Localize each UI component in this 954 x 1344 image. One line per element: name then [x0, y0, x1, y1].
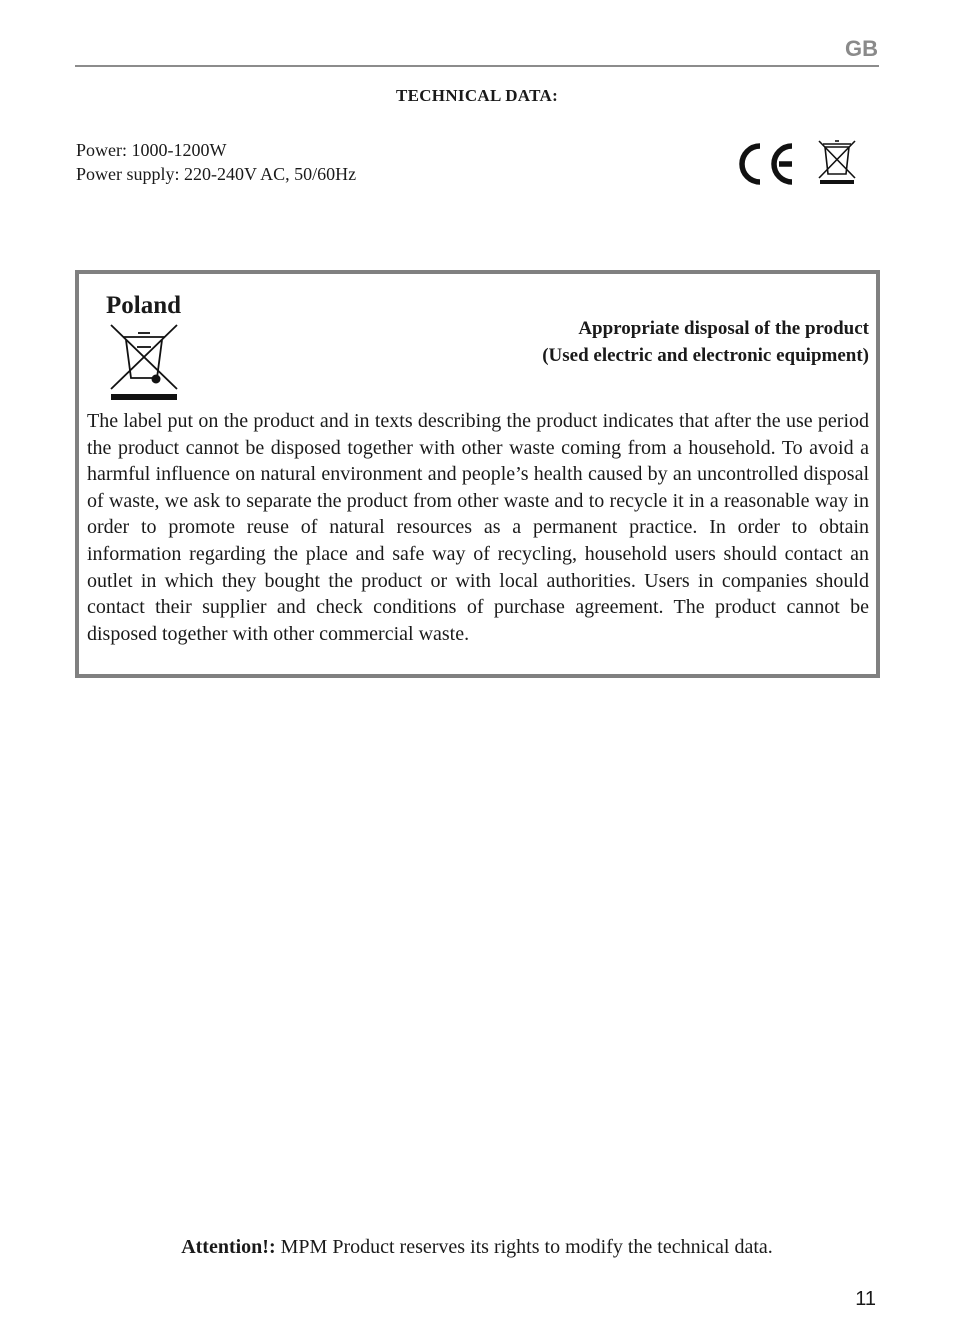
crossed-bin-icon [109, 321, 179, 401]
disposal-box [75, 270, 880, 678]
page-number: 11 [855, 1288, 876, 1310]
attention-text: MPM Product reserves its rights to modify the technical data. [275, 1236, 773, 1258]
power-spec: Power: 1000-1200W [76, 140, 227, 160]
ce-mark-icon [742, 146, 792, 182]
technical-specs [76, 138, 356, 186]
country-label: Poland [106, 292, 182, 319]
language-label: GB [845, 36, 878, 61]
attention-label: Attention!: [181, 1236, 276, 1258]
attention-note [0, 1236, 954, 1259]
weee-bin-icon [819, 141, 855, 184]
disposal-heading-line1: Appropriate disposal of the product [578, 318, 869, 339]
disposal-heading [542, 315, 869, 369]
technical-data-title: TECHNICAL DATA: [395, 86, 559, 105]
header-rule [75, 65, 879, 67]
certification-marks [732, 138, 862, 190]
disposal-heading-line2: (Used electric and electronic equipment) [542, 345, 869, 366]
disposal-text: The label put on the product and in texts describing the product indicates that after the use period the product cannot be disposed together with other waste coming from a household. To avoid a harmful influence on natural environment and people’s health caused by an uncontrolled disposal of waste, we ask to separate the product from other waste and to recycle it in a reasonable way in order to promote reuse of natural resources as a permanent practice. In order to obtain information regarding the place and safe way of recycling, household users should contact an outlet in which they bought the product or with local authorities. Users in companies should contact their supplier and check conditions of purchase agreement. The product cannot be disposed together with other commercial waste. [87, 410, 869, 645]
power-supply-spec: Power supply: 220-240V AC, 50/60Hz [76, 164, 357, 184]
